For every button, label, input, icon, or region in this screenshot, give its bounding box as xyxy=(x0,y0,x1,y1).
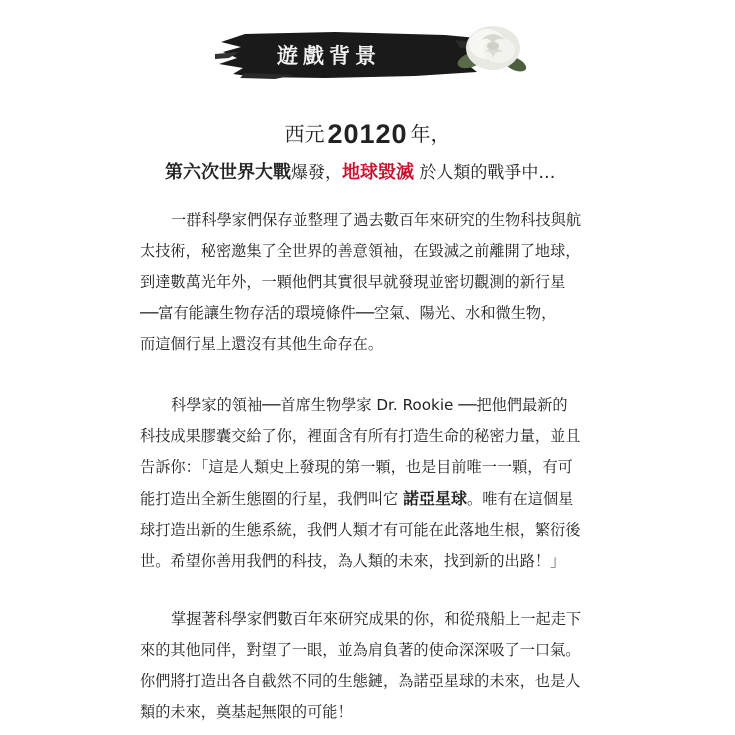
heading-tail: 於人類的戰爭中… xyxy=(419,163,556,183)
paragraph-line: 科學家的領袖──首席生物學家 Dr. Rookie ──把他們最新的 xyxy=(171,396,568,414)
heading-outbreak: 爆發， xyxy=(291,163,342,183)
paragraph-line: 球打造出新的生態系統，我們人類才有可能在此落地生根，繁衍後 xyxy=(140,521,581,539)
paragraph-line: 一群科學家們保存並整理了過去數百年來研究的生物科技與航 xyxy=(171,211,582,229)
paragraph-2 xyxy=(140,390,600,577)
paragraph-line: 而這個行星上還沒有其他生命存在。 xyxy=(140,335,383,353)
paragraph-line: 到達數萬光年外，一顆他們其實很早就發現並密切觀測的新行星 xyxy=(140,273,566,291)
heading-earth-destroyed: 地球毀滅 xyxy=(342,162,414,183)
heading-year-line xyxy=(0,118,735,150)
heading-suffix: 年， xyxy=(410,122,451,146)
paragraph-3 xyxy=(140,604,600,728)
paragraph-line: 類的未來，奠基起無限的可能！ xyxy=(140,703,353,721)
line-text: 。唯有在這個星 xyxy=(467,490,574,508)
paragraph-line: 你們將打造出各自截然不同的生態鏈，為諾亞星球的未來，也是人 xyxy=(140,672,581,690)
paragraph-line: ──富有能讓生物存活的環境條件──空氣、陽光、水和微生物， xyxy=(140,304,557,322)
paragraph-line: 太技術，秘密邀集了全世界的善意領袖，在毀滅之前離開了地球， xyxy=(140,242,581,260)
paragraph-line xyxy=(140,483,600,515)
paragraph-line: 來的其他同伴，對望了一眼，並為肩負著的使命深深吸了一口氣。 xyxy=(140,641,581,659)
heading-war: 第六次世界大戰 xyxy=(165,162,291,183)
planet-name: 諾亞星球 xyxy=(403,489,468,508)
paragraph-1 xyxy=(140,205,600,360)
white-rose-icon xyxy=(457,18,529,78)
paragraph-line: 告訴你：「這是人類史上發現的第一顆，也是目前唯一一顆，有可 xyxy=(140,458,573,476)
heading-year: 20120 xyxy=(327,119,408,149)
heading-event-line xyxy=(165,158,555,184)
paragraph-line: 世。希望你善用我們的科技，為人類的未來，找到新的出路！」 xyxy=(140,552,566,570)
heading-prefix: 西元 xyxy=(284,122,325,146)
paragraph-line: 科技成果膠囊交給了你，裡面含有所有打造生命的秘密力量，並且 xyxy=(140,427,581,445)
line-text: 能打造出全新生態圈的行星，我們叫它 xyxy=(140,490,404,508)
paragraph-line: 掌握著科學家們數百年來研究成果的你，和從飛船上一起走下 xyxy=(171,610,582,628)
banner-title: 遊戲背景 xyxy=(277,43,381,68)
